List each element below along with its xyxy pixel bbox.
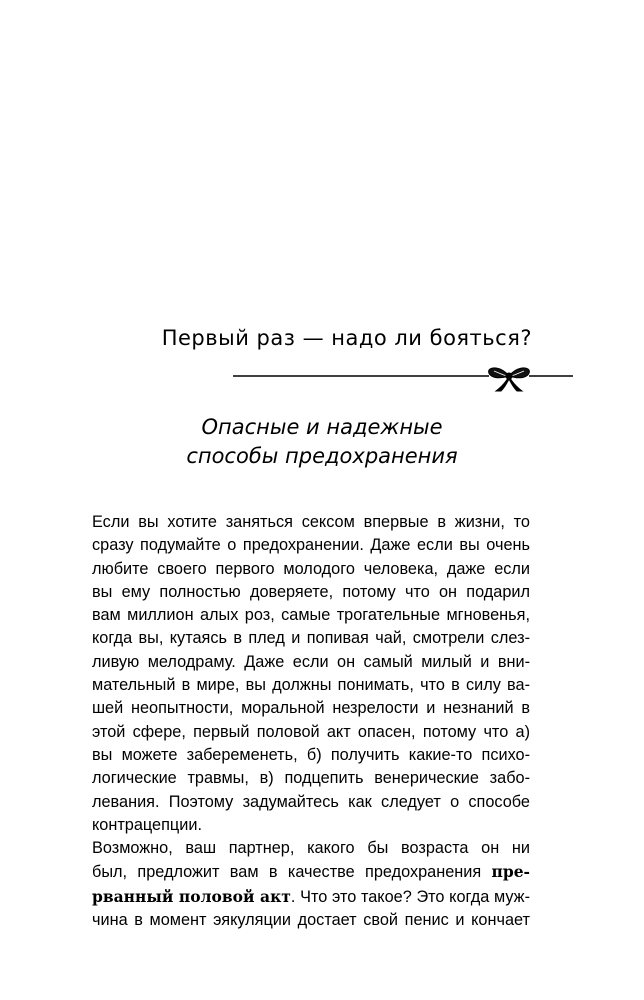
- bow-ribbon-icon: [233, 364, 573, 394]
- text-line: мательный в мире, вы должны понимать, что в силу ва-: [92, 676, 530, 695]
- text-line: вам миллион алых роз, самые трогательные мгновенья,: [92, 606, 530, 625]
- text-line: любите своего первого молодого человека, даже если: [92, 559, 530, 578]
- bold-term: рванный половой акт: [92, 886, 291, 906]
- text-line: левания. Поэтому задумайтесь как следует о способе: [92, 792, 530, 811]
- text-line: этой сфере, первый половой акт опасен, потому что а): [92, 722, 530, 741]
- text-line: вы ему полностью доверяете, потому что он подарил: [92, 582, 530, 601]
- text-line: Возможно, ваш партнер, какого бы возраста он ни: [92, 839, 530, 858]
- text-line: контрацепции.: [92, 815, 202, 834]
- section-heading: [0, 413, 644, 471]
- text-segment: был, предложит вам в качестве предохранения: [92, 863, 492, 882]
- body-text: [68, 511, 530, 932]
- paragraph: [68, 837, 530, 932]
- chapter-title: Первый раз — надо ли бояться?: [161, 326, 532, 350]
- section-heading-line: способы предохранения: [186, 444, 458, 468]
- text-line: сразу подумайте о предохранении. Даже если вы очень: [92, 536, 530, 555]
- text-line: [68, 860, 530, 884]
- text-line: шей неопытности, моральной незрелости и незнаний в: [92, 699, 530, 718]
- text-line: чина в момент эякуляции достает свой пенис и кончает: [92, 911, 530, 930]
- text-line: Если вы хотите заняться сексом впервые в жизни, то: [92, 513, 530, 531]
- bold-term: пре-: [491, 862, 530, 882]
- text-line: когда вы, кутаясь в плед и попивая чай, смотрели слез-: [92, 629, 530, 648]
- section-heading-line: Опасные и надежные: [201, 415, 443, 439]
- text-segment: . Что это такое? Это когда муж-: [290, 887, 530, 906]
- text-line: ливую мелодраму. Даже если он самый милый и вни-: [92, 652, 530, 671]
- text-line: [68, 885, 530, 909]
- text-line: логические травмы, в) подцепить венерические забо-: [92, 769, 530, 788]
- paragraph: [68, 511, 530, 837]
- text-line: вы можете забеременеть, б) получить какие-то психо-: [92, 745, 530, 764]
